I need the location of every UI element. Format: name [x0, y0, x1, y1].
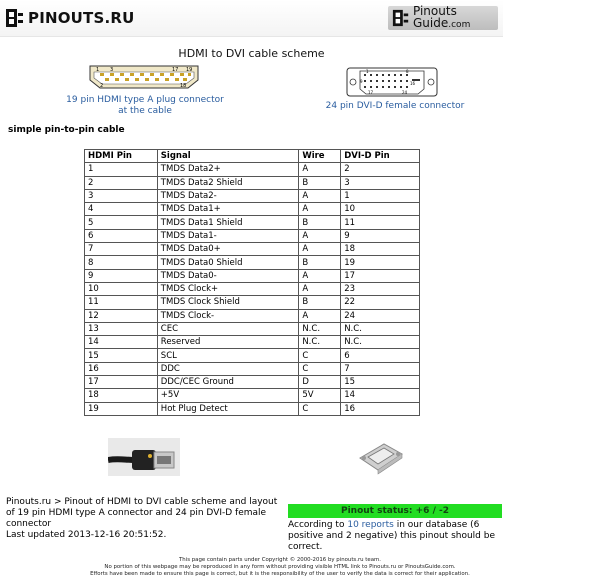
- hdmi-pin-label-17: 17: [172, 67, 179, 73]
- breadcrumb[interactable]: Pinouts.ru > Pinout of HDMI to DVI cable scheme and layout of 19 pin HDMI type A connector and 24 pin DVI-D female connector: [6, 497, 278, 529]
- dvi-connector-diagram: [346, 67, 438, 97]
- table-row: [85, 229, 420, 242]
- dvi-pin-cell: 11: [341, 216, 420, 229]
- table-row: [85, 376, 420, 389]
- hdmi-pin-cell: 11: [85, 296, 158, 309]
- hdmi-cable-photo: [108, 438, 180, 476]
- signal-cell: +5V: [157, 389, 299, 402]
- hdmi-pin-cell: 6: [85, 229, 158, 242]
- signal-cell: DDC: [157, 362, 299, 375]
- table-row: [85, 322, 420, 335]
- dvi-pin-cell: 15: [341, 376, 420, 389]
- table-row: [85, 362, 420, 375]
- site-header: [0, 0, 503, 37]
- header-hdmi-pin: HDMI Pin: [85, 150, 158, 163]
- signal-cell: TMDS Data0-: [157, 269, 299, 282]
- wire-cell: A: [299, 309, 341, 322]
- dvi-pin-cell: 10: [341, 203, 420, 216]
- wire-cell: N.C.: [299, 336, 341, 349]
- hdmi-pin-cell: 5: [85, 216, 158, 229]
- hdmi-pin-cell: 16: [85, 362, 158, 375]
- hdmi-pin-label-3: 3: [110, 67, 114, 73]
- wire-cell: A: [299, 189, 341, 202]
- status-desc-after: in our database (6 positive and 2 negative) this pinout should be correct.: [288, 520, 496, 552]
- last-updated: Last updated 2013-12-16 20:51:52.: [6, 530, 167, 540]
- pinouts-logo-icon: [6, 9, 24, 27]
- table-row: [85, 296, 420, 309]
- wire-cell: C: [299, 362, 341, 375]
- table-header-row: [85, 150, 420, 163]
- hdmi-pin-cell: 2: [85, 176, 158, 189]
- table-row: [85, 216, 420, 229]
- dvi-pin-cell: 23: [341, 282, 420, 295]
- logo-right-suffix: .com: [448, 20, 471, 30]
- dvi-pin-cell: 1: [341, 189, 420, 202]
- dvi-connector-caption[interactable]: 24 pin DVI-D female connector: [325, 101, 465, 111]
- hdmi-pin-label-19: 19: [186, 67, 193, 73]
- signal-cell: CEC: [157, 322, 299, 335]
- dvi-pin-label-24: 24: [402, 90, 408, 95]
- signal-cell: TMDS Clock-: [157, 309, 299, 322]
- signal-cell: TMDS Data2+: [157, 163, 299, 176]
- dvi-pin-label-17: 17: [368, 90, 374, 95]
- hdmi-connector-caption[interactable]: [60, 95, 230, 117]
- table-row: [85, 349, 420, 362]
- hdmi-pin-label-1: 1: [96, 67, 100, 73]
- wire-cell: C: [299, 402, 341, 415]
- dvi-pin-cell: 6: [341, 349, 420, 362]
- hdmi-pin-cell: 13: [85, 322, 158, 335]
- table-row: [85, 203, 420, 216]
- header-dvi-pin: DVI-D Pin: [341, 150, 420, 163]
- hdmi-connector-diagram: [88, 64, 200, 90]
- wire-cell: B: [299, 296, 341, 309]
- signal-cell: TMDS Data2-: [157, 189, 299, 202]
- hdmi-pin-label-18: 18: [180, 83, 187, 89]
- dvi-pin-label-8: 8: [406, 69, 409, 74]
- pinoutsguide-logo[interactable]: [388, 6, 498, 30]
- pinouts-ru-logo[interactable]: [6, 8, 135, 28]
- dvi-pin-cell: 16: [341, 402, 420, 415]
- status-description: [288, 520, 502, 553]
- wire-cell: B: [299, 176, 341, 189]
- fine-print-line3: Efforts have been made to ensure this page is correct, but it is the responsibility of the user to verify the data is correct for their application.: [90, 571, 470, 577]
- dvi-pin-cell: 22: [341, 296, 420, 309]
- dvi-pin-cell: 19: [341, 256, 420, 269]
- dvi-pin-label-1: 1: [366, 69, 369, 74]
- table-row: [85, 309, 420, 322]
- wire-cell: A: [299, 229, 341, 242]
- header-wire: Wire: [299, 150, 341, 163]
- table-row: [85, 176, 420, 189]
- dvi-pin-cell: 18: [341, 243, 420, 256]
- wire-cell: N.C.: [299, 322, 341, 335]
- table-row: [85, 243, 420, 256]
- dvi-pin-cell: 2: [341, 163, 420, 176]
- wire-cell: B: [299, 216, 341, 229]
- signal-cell: Reserved: [157, 336, 299, 349]
- signal-cell: DDC/CEC Ground: [157, 376, 299, 389]
- signal-cell: Hot Plug Detect: [157, 402, 299, 415]
- dvi-pin-cell: N.C.: [341, 336, 420, 349]
- wire-cell: A: [299, 163, 341, 176]
- hdmi-pin-label-2: 2: [100, 83, 104, 89]
- signal-cell: TMDS Clock Shield: [157, 296, 299, 309]
- hdmi-pin-cell: 15: [85, 349, 158, 362]
- signal-cell: TMDS Clock+: [157, 282, 299, 295]
- dvi-pin-cell: N.C.: [341, 322, 420, 335]
- table-row: [85, 189, 420, 202]
- fine-print-line2: No portion of this webpage may be reproduced in any form without providing visible HTML link to Pinouts.ru or PinoutsGuide.com.: [104, 564, 456, 570]
- signal-cell: TMDS Data1-: [157, 229, 299, 242]
- signal-cell: TMDS Data0 Shield: [157, 256, 299, 269]
- hdmi-pin-cell: 10: [85, 282, 158, 295]
- header-signal: Signal: [157, 150, 299, 163]
- wire-cell: A: [299, 243, 341, 256]
- hdmi-pin-cell: 18: [85, 389, 158, 402]
- wire-cell: A: [299, 203, 341, 216]
- hdmi-pin-cell: 1: [85, 163, 158, 176]
- dvi-pin-cell: 3: [341, 176, 420, 189]
- wire-cell: D: [299, 376, 341, 389]
- hdmi-pin-cell: 8: [85, 256, 158, 269]
- hdmi-pin-cell: 19: [85, 402, 158, 415]
- hdmi-caption-line2: at the cable: [118, 106, 172, 116]
- logo-right-main: Pinouts: [413, 4, 457, 18]
- table-row: [85, 336, 420, 349]
- signal-cell: TMDS Data1+: [157, 203, 299, 216]
- hdmi-pin-cell: 14: [85, 336, 158, 349]
- dvi-pin-label-16: 16: [410, 81, 416, 86]
- signal-cell: TMDS Data0+: [157, 243, 299, 256]
- dvi-pin-label-9: 9: [360, 79, 363, 84]
- wire-cell: B: [299, 256, 341, 269]
- logo-right-text: [413, 5, 470, 31]
- hdmi-caption-line1: 19 pin HDMI type A plug connector: [66, 95, 224, 105]
- status-desc-before: According to: [288, 520, 348, 530]
- footer-info: [6, 497, 282, 541]
- table-row: [85, 389, 420, 402]
- table-row: [85, 282, 420, 295]
- hdmi-pin-cell: 17: [85, 376, 158, 389]
- logo-left-text: PINOUTS.RU: [28, 9, 135, 27]
- table-row: [85, 163, 420, 176]
- table-row: [85, 269, 420, 282]
- signal-cell: SCL: [157, 349, 299, 362]
- page-title: HDMI to DVI cable scheme: [178, 47, 325, 60]
- fine-print-line1: This page contain parts under Copyright © 2000-2016 by pinouts.ru team.: [178, 557, 382, 563]
- pinout-table: [84, 149, 420, 416]
- dvi-connector-photo: [356, 438, 406, 476]
- hdmi-pin-cell: 12: [85, 309, 158, 322]
- copyright-notice: [60, 557, 500, 578]
- logo-right-second: Guide: [413, 16, 449, 30]
- wire-cell: C: [299, 349, 341, 362]
- hdmi-pin-cell: 4: [85, 203, 158, 216]
- dvi-pin-cell: 14: [341, 389, 420, 402]
- signal-cell: TMDS Data1 Shield: [157, 216, 299, 229]
- dvi-pin-cell: 24: [341, 309, 420, 322]
- table-row: [85, 256, 420, 269]
- wire-cell: A: [299, 282, 341, 295]
- table-row: [85, 402, 420, 415]
- dvi-pin-cell: 17: [341, 269, 420, 282]
- wire-cell: A: [299, 269, 341, 282]
- dvi-pin-cell: 9: [341, 229, 420, 242]
- section-title: simple pin-to-pin cable: [8, 125, 125, 135]
- wire-cell: 5V: [299, 389, 341, 402]
- pinout-status-badge: Pinout status: +6 / -2: [288, 504, 502, 518]
- pinoutsguide-logo-icon: [393, 10, 409, 26]
- hdmi-pin-cell: 7: [85, 243, 158, 256]
- reports-link[interactable]: 10 reports: [347, 520, 394, 530]
- hdmi-pin-cell: 3: [85, 189, 158, 202]
- dvi-pin-cell: 7: [341, 362, 420, 375]
- signal-cell: TMDS Data2 Shield: [157, 176, 299, 189]
- hdmi-pin-cell: 9: [85, 269, 158, 282]
